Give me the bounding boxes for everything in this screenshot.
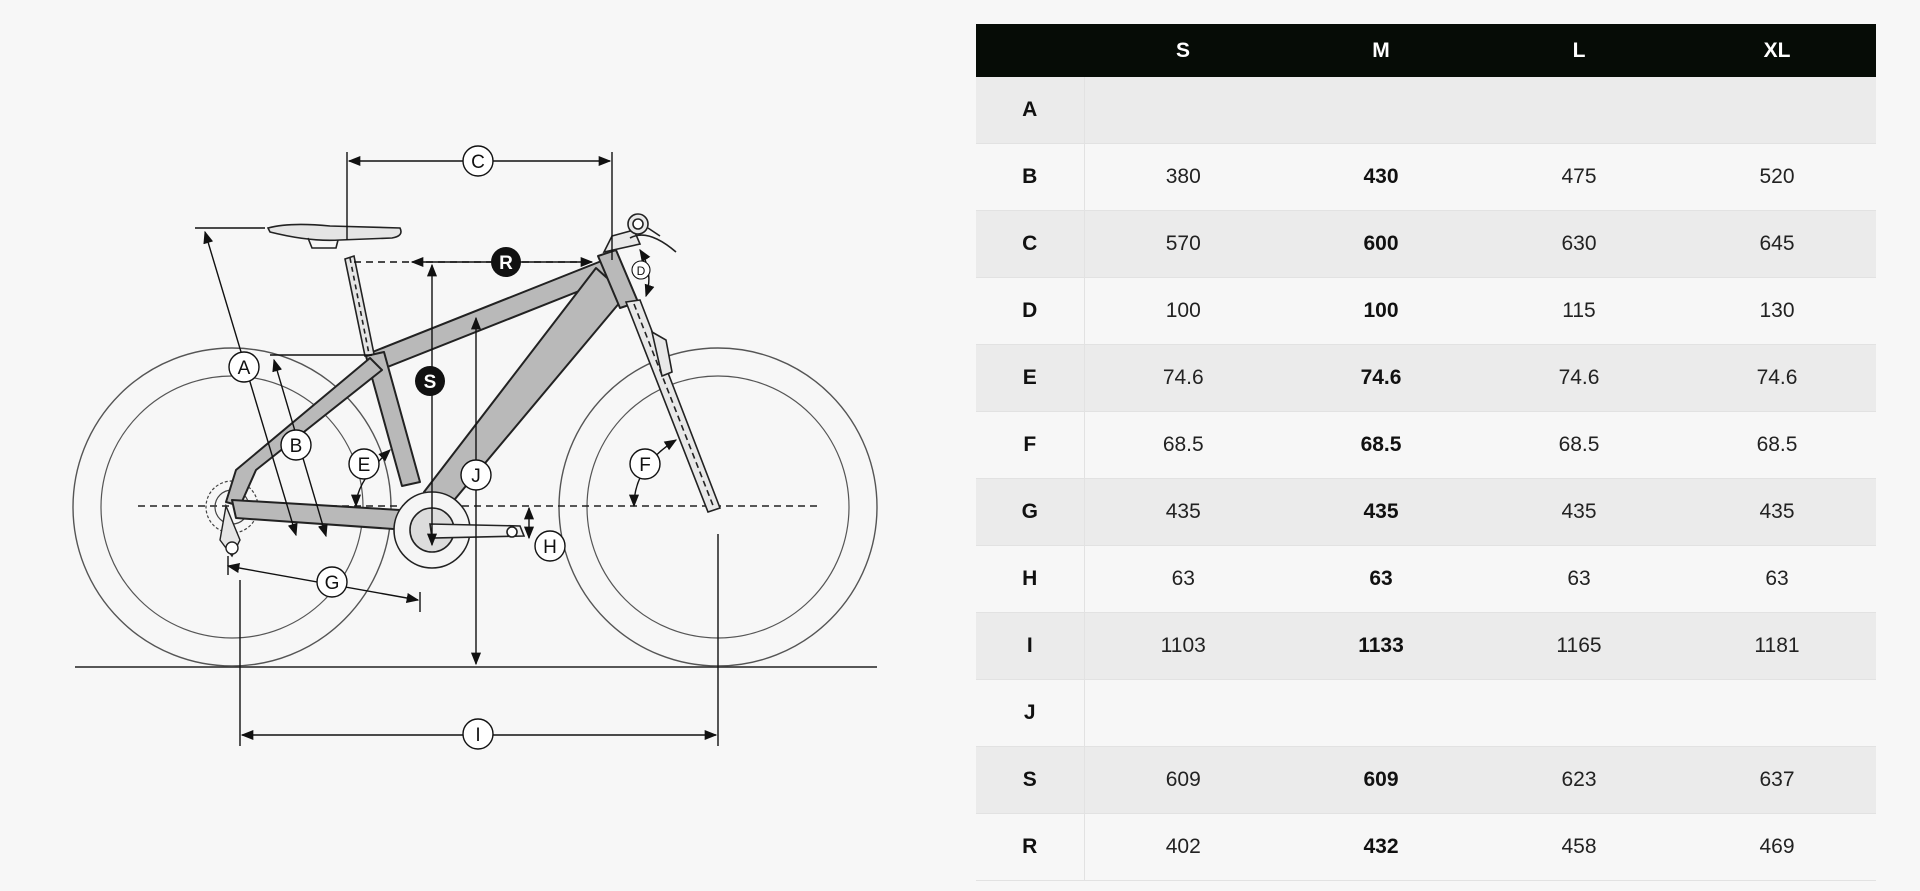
header-size-l: L: [1480, 24, 1678, 77]
table-row: [976, 412, 1876, 479]
table-cell: 74.6: [1084, 345, 1282, 412]
table-cell: 630: [1480, 211, 1678, 278]
table-cell: 130: [1678, 278, 1876, 345]
table-cell: 458: [1480, 814, 1678, 881]
label-F: [630, 449, 660, 479]
table-cell: 609: [1084, 747, 1282, 814]
table-cell: [1084, 77, 1282, 144]
svg-text:F: F: [639, 455, 651, 476]
label-R: [491, 247, 521, 277]
table-cell: 63: [1678, 546, 1876, 613]
label-B: [281, 430, 311, 460]
table-cell: 100: [1084, 278, 1282, 345]
label-E: [349, 449, 379, 479]
row-label: B: [976, 144, 1084, 211]
svg-text:J: J: [471, 466, 481, 487]
table-cell: 570: [1084, 211, 1282, 278]
table-cell: 435: [1084, 479, 1282, 546]
row-label: G: [976, 479, 1084, 546]
svg-text:E: E: [357, 455, 371, 476]
row-label: D: [976, 278, 1084, 345]
table-cell: 520: [1678, 144, 1876, 211]
table-cell: 1181: [1678, 613, 1876, 680]
row-label: J: [976, 680, 1084, 747]
table-cell: 100: [1282, 278, 1480, 345]
header-size-xl: XL: [1678, 24, 1876, 77]
table-row: [976, 747, 1876, 814]
table-row: [976, 345, 1876, 412]
table-cell: 609: [1282, 747, 1480, 814]
table-row: [976, 814, 1876, 881]
row-label: S: [976, 747, 1084, 814]
saddle: [268, 224, 401, 356]
svg-text:S: S: [423, 372, 437, 393]
table-cell: [1678, 680, 1876, 747]
row-label: H: [976, 546, 1084, 613]
table-row: [976, 144, 1876, 211]
svg-text:B: B: [289, 436, 303, 457]
label-H: [535, 531, 565, 561]
table-cell: [1084, 680, 1282, 747]
table-row: [976, 211, 1876, 278]
svg-text:G: G: [324, 573, 340, 594]
table-row: [976, 680, 1876, 747]
table-cell: [1678, 77, 1876, 144]
table-cell: 115: [1480, 278, 1678, 345]
table-cell: 637: [1678, 747, 1876, 814]
svg-text:C: C: [471, 152, 485, 173]
row-label: R: [976, 814, 1084, 881]
row-label: I: [976, 613, 1084, 680]
table-cell: [1480, 680, 1678, 747]
table-cell: 432: [1282, 814, 1480, 881]
table-cell: 74.6: [1282, 345, 1480, 412]
table-body: [976, 77, 1876, 881]
svg-text:R: R: [499, 253, 513, 274]
svg-text:H: H: [543, 537, 557, 558]
table-cell: 1165: [1480, 613, 1678, 680]
row-label: C: [976, 211, 1084, 278]
header-blank: [976, 24, 1084, 77]
table-cell: 435: [1678, 479, 1876, 546]
geometry-table: [976, 24, 1876, 881]
crankset: [394, 492, 524, 568]
table-cell: [1282, 680, 1480, 747]
header-size-m: M: [1282, 24, 1480, 77]
label-A: [229, 352, 259, 382]
table-row: [976, 613, 1876, 680]
label-G: [317, 567, 347, 597]
table-cell: 623: [1480, 747, 1678, 814]
table-cell: 68.5: [1084, 412, 1282, 479]
table-cell: 68.5: [1480, 412, 1678, 479]
table-cell: 645: [1678, 211, 1876, 278]
table-cell: 600: [1282, 211, 1480, 278]
table-cell: [1480, 77, 1678, 144]
table-cell: 63: [1282, 546, 1480, 613]
header-size-s: S: [1084, 24, 1282, 77]
table-cell: [1282, 77, 1480, 144]
label-S: [415, 366, 445, 396]
table-cell: 68.5: [1678, 412, 1876, 479]
table-cell: 435: [1480, 479, 1678, 546]
row-label: F: [976, 412, 1084, 479]
table-row: [976, 77, 1876, 144]
table-row: [976, 278, 1876, 345]
svg-text:D: D: [636, 264, 646, 278]
label-D: [632, 261, 650, 279]
table-cell: 469: [1678, 814, 1876, 881]
table-cell: 430: [1282, 144, 1480, 211]
table-cell: 1133: [1282, 613, 1480, 680]
table-cell: 63: [1480, 546, 1678, 613]
table-row: [976, 479, 1876, 546]
table-cell: 435: [1282, 479, 1480, 546]
table-cell: 380: [1084, 144, 1282, 211]
row-label: A: [976, 77, 1084, 144]
row-label: E: [976, 345, 1084, 412]
table-cell: 1103: [1084, 613, 1282, 680]
table-cell: 63: [1084, 546, 1282, 613]
table-cell: 74.6: [1678, 345, 1876, 412]
svg-text:A: A: [237, 358, 251, 379]
table-cell: 402: [1084, 814, 1282, 881]
label-C: [463, 146, 493, 176]
table-cell: 68.5: [1282, 412, 1480, 479]
table-row: [976, 546, 1876, 613]
svg-text:I: I: [475, 725, 481, 746]
label-J: [461, 460, 491, 490]
label-I: [463, 719, 493, 749]
table-cell: 475: [1480, 144, 1678, 211]
table-cell: 74.6: [1480, 345, 1678, 412]
fork: [604, 214, 720, 512]
table-header-row: [976, 24, 1876, 77]
